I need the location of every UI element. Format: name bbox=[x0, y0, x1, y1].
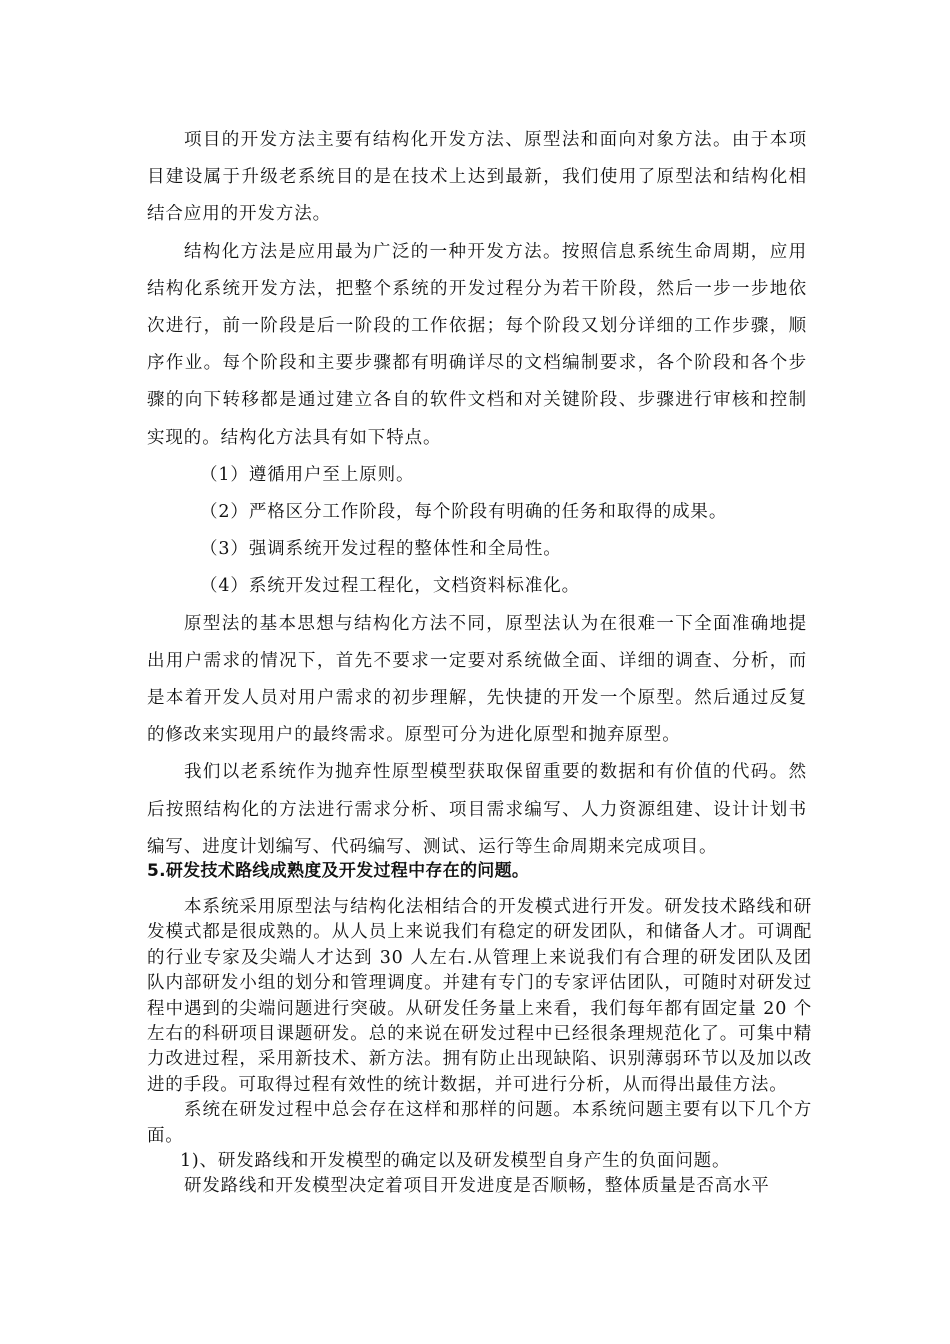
list-item: （3）强调系统开发过程的整体性和全局性。 bbox=[200, 539, 562, 560]
list-item: 1)、研发路线和开发模型的确定以及研发模型自身产生的负面问题。 bbox=[180, 1151, 731, 1172]
paragraph-problems-intro: 系统在研发过程中总会存在这样和那样的问题。本系统问题主要有以下几个方面。 bbox=[147, 1100, 812, 1146]
paragraph-route-model: 研发路线和开发模型决定着项目开发进度是否顺畅，整体质量是否高水平 bbox=[184, 1176, 770, 1197]
list-item: （4）系统开发过程工程化，文档资料标准化。 bbox=[200, 576, 581, 597]
paragraph-old-system-prototype: 我们以老系统作为抛弃性原型模型获取保留重要的数据和有价值的代码。然后按照结构化的方法进行需求分析、项目需求编写、人力资源组建、设计计划书编写、进度计划编写、代码编写、测试、运行等生命周期来完成项目。 bbox=[147, 762, 807, 857]
list-item: （1）遵循用户至上原则。 bbox=[200, 464, 415, 485]
development-methods-section bbox=[147, 122, 807, 866]
paragraph-maturity: 本系统采用原型法与结构化法相结合的开发模式进行开发。研发技术路线和研发模式都是很成熟的。从人员上来说我们有稳定的研发团队，和储备人才。可调配的行业专家及尖端人才达到 30 人左右.从管理上来说我们有合理的研发团队及团队内部研发小组的划分和管理调度。并建有专门的专家评估团队，可随时对研发过程中遇到的尖端问题进行突破。从研发任务量上来看，我们每年都有固定量 20 个左右的科研项目课题研发。总的来说在研发过程中已经很条理规范化了。可集中精力改进过程，采用新技术、新方法。拥有防止出现缺陷、识别薄弱环节以及加以改进的手段。可取得过程有效性的统计数据，并可进行分析，从而得出最佳方法。 bbox=[147, 897, 812, 1095]
maturity-issues-section bbox=[147, 895, 812, 1200]
paragraph-methods-intro: 项目的开发方法主要有结构化开发方法、原型法和面向对象方法。由于本项目建设属于升级老系统目的是在技术上达到最新，我们使用了原型法和结构化相结合应用的开发方法。 bbox=[147, 130, 807, 225]
paragraph-prototype-method: 原型法的基本思想与结构化方法不同，原型法认为在很难一下全面准确地提出用户需求的情况下，首先不要求一定要对系统做全面、详细的调查、分析，而是本着开发人员对用户需求的初步理解，先快捷的开发一个原型。然后通过反复的修改来实现用户的最终需求。原型可分为进化原型和抛弃原型。 bbox=[147, 613, 807, 746]
list-item: （2）严格区分工作阶段，每个阶段有明确的任务和取得的成果。 bbox=[200, 502, 728, 523]
paragraph-structured-method: 结构化方法是应用最为广泛的一种开发方法。按照信息系统生命周期，应用结构化系统开发方法，把整个系统的开发过程分为若干阶段，然后一步一步地依次进行，前一阶段是后一阶段的工作依据；每个阶段又划分详细的工作步骤，顺序作业。每个阶段和主要步骤都有明确详尽的文档编制要求，各个阶段和各个步骤的向下转移都是通过建立各自的软件文档和对关键阶段、步骤进行审核和控制实现的。结构化方法具有如下特点。 bbox=[147, 241, 807, 448]
section-heading: 5.研发技术路线成熟度及开发过程中存在的问题。 bbox=[147, 861, 530, 881]
